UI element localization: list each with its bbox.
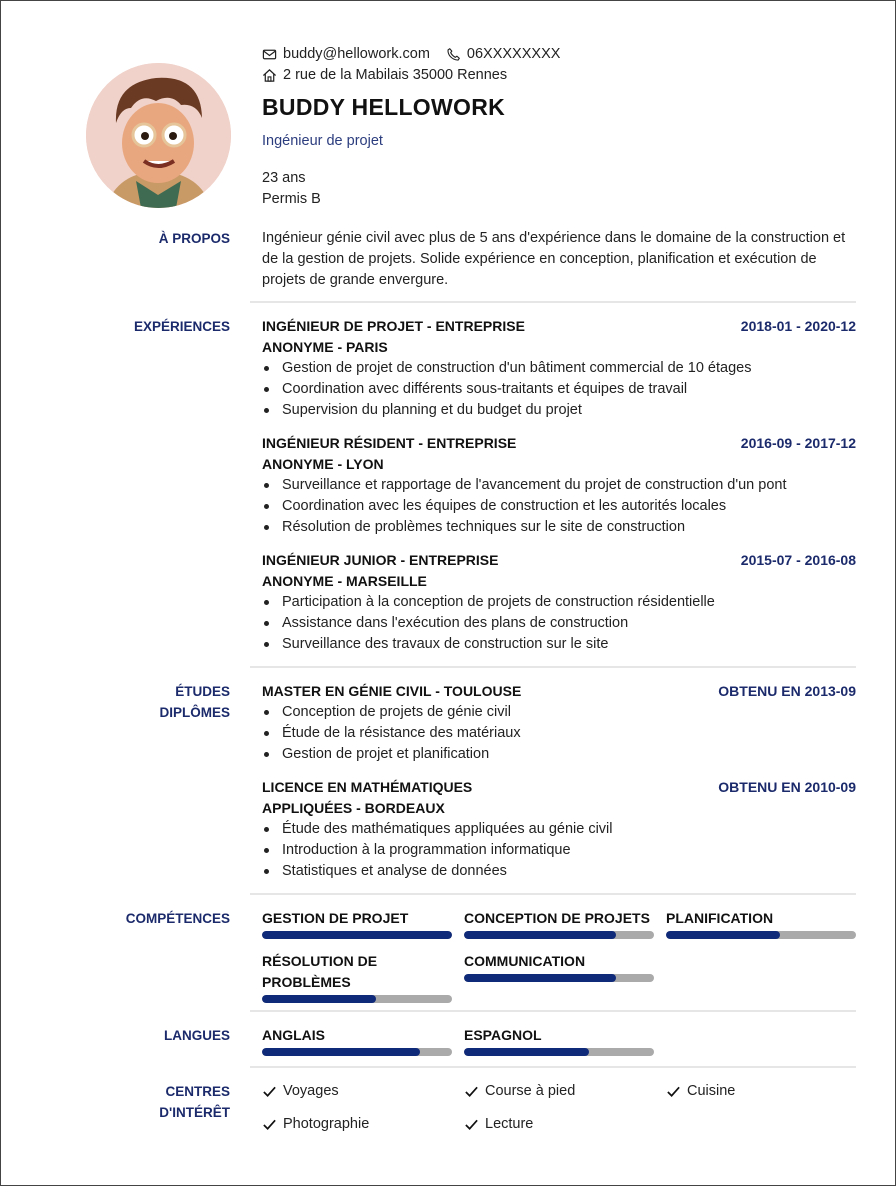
interest-label: Course à pied [485, 1083, 576, 1099]
entry-title-line: ANONYME - PARIS [262, 339, 388, 355]
interest-item [262, 1081, 464, 1102]
address-row [262, 65, 862, 86]
phone-text: 06XXXXXXXX [466, 46, 561, 62]
language-bar [262, 1048, 452, 1056]
entry-title-line: INGÉNIEUR RÉSIDENT - ENTREPRISE [262, 435, 517, 451]
list-item: Étude des mathématiques appliquées au génie civil [262, 819, 856, 840]
language-name: ANGLAIS [262, 1027, 325, 1043]
entry-title-line: ANONYME - MARSEILLE [262, 573, 427, 589]
interest-item [464, 1081, 666, 1102]
list-item: Résolution de problèmes techniques sur le site de construction [262, 517, 856, 538]
age: 23 ans [262, 170, 306, 186]
entry-title-line: ANONYME - LYON [262, 456, 384, 472]
skills-grid [262, 908, 856, 1003]
entry-date: 2018-01 - 2020-12 [740, 318, 856, 334]
divider [250, 1010, 856, 1012]
language-item [262, 1025, 452, 1056]
divider [250, 1066, 856, 1068]
skill-name: PLANIFICATION [666, 910, 774, 926]
check-icon [262, 1084, 277, 1099]
skill-item [464, 951, 654, 1003]
entry-head [262, 681, 856, 702]
education-label-line: DIPLÔMES [159, 705, 230, 720]
skill-bar-fill [464, 974, 616, 982]
full-name: BUDDY HELLOWORK [262, 94, 506, 120]
language-bar-fill [464, 1048, 589, 1056]
education-entry [262, 777, 856, 882]
language-item [464, 1025, 654, 1056]
skill-name: RÉSOLUTION DE PROBLÈMES [262, 953, 378, 990]
list-item: Surveillance et rapportage de l'avancement du projet de construction d'un pont [262, 475, 856, 496]
list-item: Étude de la résistance des matériaux [262, 723, 856, 744]
entry-title [262, 316, 525, 358]
experience-entry [262, 550, 856, 655]
entry-bullets [262, 702, 856, 765]
phone-icon [446, 47, 461, 62]
divider [250, 666, 856, 668]
interest-label: Voyages [283, 1083, 339, 1099]
interest-label: Cuisine [687, 1083, 736, 1099]
entry-bullets [262, 592, 856, 655]
entry-date: OBTENU EN 2013-09 [718, 683, 856, 699]
entry-title-line: INGÉNIEUR DE PROJET - ENTREPRISE [262, 318, 525, 334]
education-label [159, 681, 230, 723]
interest-item [464, 1114, 666, 1135]
address-contact [262, 65, 507, 86]
interests-label-line: CENTRES [165, 1084, 230, 1099]
entry-date: OBTENU EN 2010-09 [718, 779, 856, 795]
interest-item [666, 1081, 856, 1102]
list-item: Surveillance des travaux de construction sur le site [262, 634, 856, 655]
entry-head [262, 316, 856, 358]
language-bar-fill [262, 1048, 420, 1056]
skill-bar [262, 931, 452, 939]
skill-bar [464, 974, 654, 982]
address-text: 2 rue de la Mabilais 35000 Rennes [283, 67, 508, 83]
envelope-icon [262, 47, 277, 62]
entry-date: 2015-07 - 2016-08 [740, 552, 856, 568]
email-contact[interactable] [262, 44, 430, 65]
education-list [262, 681, 856, 894]
entry-head [262, 777, 856, 819]
entry-title [262, 681, 521, 702]
skill-item [464, 908, 654, 939]
education-entry [262, 681, 856, 765]
entry-title-line: APPLIQUÉES - BORDEAUX [262, 800, 445, 816]
list-item: Statistiques et analyse de données [262, 861, 856, 882]
check-icon [464, 1084, 479, 1099]
about-label: À PROPOS [158, 231, 230, 246]
home-icon [262, 68, 277, 83]
list-item: Supervision du planning et du budget du projet [262, 400, 856, 421]
entry-title [262, 777, 472, 819]
skill-bar [464, 931, 654, 939]
experience-list [262, 316, 856, 667]
divider [250, 301, 856, 303]
skill-bar-fill [666, 931, 780, 939]
list-item: Coordination avec les équipes de construction et les autorités locales [262, 496, 856, 517]
phone-contact[interactable] [446, 44, 561, 65]
entry-title [262, 550, 498, 592]
header [262, 44, 862, 210]
skill-name: GESTION DE PROJET [262, 910, 409, 926]
entry-title [262, 433, 516, 475]
languages-grid [262, 1025, 856, 1056]
avatar [86, 63, 231, 208]
experience-entry [262, 316, 856, 421]
skill-name: COMMUNICATION [464, 953, 586, 969]
check-icon [262, 1117, 277, 1132]
driving-license: Permis B [262, 191, 321, 207]
list-item: Coordination avec différents sous-traitants et équipes de travail [262, 379, 856, 400]
entry-bullets [262, 358, 856, 421]
languages-label: LANGUES [163, 1028, 230, 1043]
check-icon [464, 1117, 479, 1132]
interest-item [262, 1114, 464, 1135]
check-icon [666, 1084, 681, 1099]
skill-bar-fill [262, 931, 452, 939]
education-label-line: ÉTUDES [175, 684, 230, 699]
entry-title-line: MASTER EN GÉNIE CIVIL - TOULOUSE [262, 683, 522, 699]
skill-bar-fill [262, 995, 376, 1003]
contact-row [262, 44, 862, 65]
skill-bar [262, 995, 452, 1003]
interests-label [159, 1081, 230, 1123]
email-text: buddy@hellowork.com [283, 46, 430, 62]
skill-item [262, 908, 452, 939]
entry-head [262, 433, 856, 475]
skill-name: CONCEPTION DE PROJETS [464, 910, 650, 926]
list-item: Participation à la conception de projets de construction résidentielle [262, 592, 856, 613]
skill-bar [666, 931, 856, 939]
skill-item [666, 908, 856, 939]
entry-head [262, 550, 856, 592]
skills-label: COMPÉTENCES [125, 911, 230, 926]
job-title: Ingénieur de projet [262, 133, 383, 149]
entry-title-line: LICENCE EN MATHÉMATIQUES [262, 779, 473, 795]
divider [250, 893, 856, 895]
entry-bullets [262, 819, 856, 882]
entry-title-line: INGÉNIEUR JUNIOR - ENTREPRISE [262, 552, 499, 568]
list-item: Conception de projets de génie civil [262, 702, 856, 723]
language-bar [464, 1048, 654, 1056]
interest-label: Photographie [283, 1116, 370, 1132]
entry-bullets [262, 475, 856, 538]
list-item: Introduction à la programmation informatique [262, 840, 856, 861]
language-name: ESPAGNOL [464, 1027, 542, 1043]
interest-label: Lecture [485, 1116, 534, 1132]
experience-entry [262, 433, 856, 538]
about-text: Ingénieur génie civil avec plus de 5 ans d'expérience dans le domaine de la construction et de la gestion de projets. Solide expérience en conception, planification et exécution de projets de grande envergure. [262, 230, 846, 288]
skill-bar-fill [464, 931, 616, 939]
interests-label-line: D'INTÉRÊT [159, 1105, 230, 1120]
list-item: Assistance dans l'exécution des plans de construction [262, 613, 856, 634]
entry-date: 2016-09 - 2017-12 [740, 435, 856, 451]
list-item: Gestion de projet de construction d'un bâtiment commercial de 10 étages [262, 358, 856, 379]
list-item: Gestion de projet et planification [262, 744, 856, 765]
experience-label: EXPÉRIENCES [133, 319, 230, 334]
skill-item [262, 951, 452, 1003]
interests-grid [262, 1081, 856, 1135]
